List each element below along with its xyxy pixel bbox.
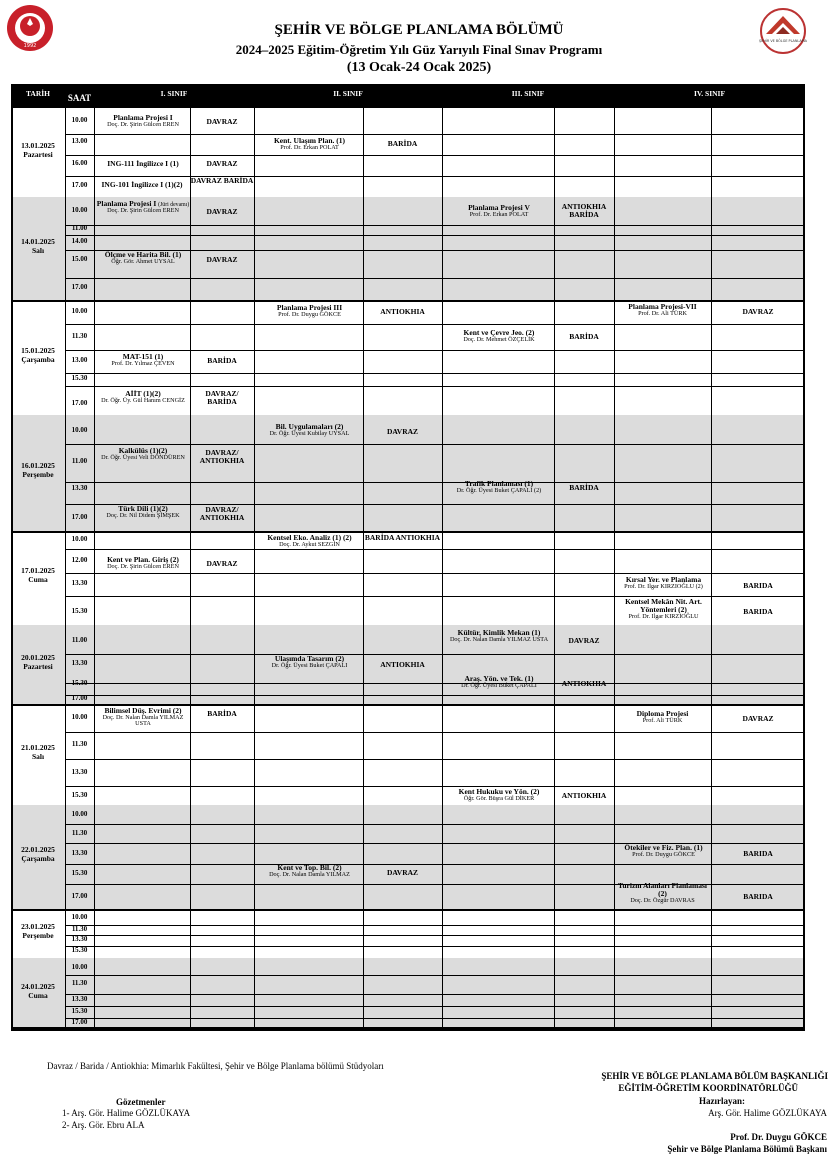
time-slot: 13.30 [71,849,88,857]
instructor: Prof. Dr. Erkan POLAT [469,210,529,218]
course-name: Trafik Planlaması (1) [464,480,534,488]
header-year4: IV. SINIF [693,89,726,98]
time-slot: 15.30 [71,791,88,799]
weekday: Cuma [28,990,48,1000]
header-year3: III. SINIF [511,89,545,98]
exam-room: BARIDA [743,581,773,590]
time-slot: 17.00 [71,892,88,900]
exam-room: DAVRAZ [206,117,238,126]
date-value: 20.01.2025 [21,652,55,662]
course-name: MAT-151 (1) [122,353,164,361]
exam-course [256,137,363,155]
exam-course [616,576,711,596]
instructor: Dr. Öğr. Üyesi Veli DÖNDÜREN [101,453,185,461]
instructor: Prof. Dr. Ilgar KIRZIOĞLU [628,612,699,620]
logo-text: ŞEHİR VE BÖLGE PLANLAMA [759,39,807,43]
instructor: Prof. Dr. Ilgar KIRZIOĞLU (2) [624,582,703,590]
day-date [11,743,65,762]
day-date [11,237,65,256]
exam-room: DAVRAZ [206,559,238,568]
date-value: 22.01.2025 [21,845,55,854]
exam-room: DAVRAZ [386,427,419,436]
exam-course [96,447,190,474]
instructor: Dr. Öğr. Üyesi Kubilay UYSAL [269,429,350,437]
time-slot: 17.00 [71,694,88,702]
exam-room: DAVRAZ [742,714,774,723]
prepared-label: Hazırlayan: [699,1096,745,1106]
header-year1: I. SINIF [160,89,188,98]
time-slot: 17.00 [71,399,88,407]
time-slot: 13.00 [71,137,88,145]
time-slot: 13.30 [71,995,88,1003]
instructor: Doç. Dr. Nalan Damla YILMAZ USTA [449,635,549,643]
exam-course [96,556,190,574]
time-slot: 13.30 [71,659,88,667]
course-name: Planlama Projesi I [113,114,173,122]
exam-course [96,114,190,132]
exam-room: DAVRAZ [386,868,419,877]
weekday: Çarşamba [21,854,55,864]
course-name: Ölçme ve Harita Bil. (1) [104,251,182,259]
instructor: Prof. Dr. Duygu GÖKCE [632,850,695,858]
instructor: Doç. Dr. Mehmet ÖZÇELİK [463,335,535,343]
time-slot: 13.00 [71,356,88,364]
exam-room: BARIDA [743,607,773,616]
time-slot: 13.30 [71,484,88,492]
weekday: Cuma [28,575,48,585]
day-date [11,922,65,941]
course-name: Kent ve Çevre Jeo. (2) [463,329,535,337]
head-title: Şehir ve Bölge Planlama Bölümü Başkanı [667,1144,827,1154]
exam-course [96,390,190,417]
time-slot: 16.00 [71,159,88,167]
time-slot: 10.00 [71,810,88,818]
weekday: Çarşamba [21,354,55,364]
prepared-by: Arş. Gör. Halime GÖZLÜKAYA [708,1108,827,1118]
exam-room: DAVRAZ BARİDA [190,176,254,185]
logo-year: 1992 [23,43,37,49]
course-name: Kent. Ulaşım Plan. (1) [273,137,346,145]
instructor: Doç. Dr. Şirin Gülcen EREN [107,562,179,570]
instructor: Doç. Dr. Aykut SEZGİN [279,540,340,548]
day-date [11,982,65,1001]
exam-room: DAVRAZ [568,636,600,645]
date-value: 21.01.2025 [21,742,55,752]
time-slot: 11.30 [71,925,88,933]
date-value: 17.01.2025 [21,566,55,575]
instructor: Öğr. Gör. Ahmet UYSAL [111,257,175,265]
time-slot: 15.30 [71,679,88,687]
page-subtitle: 2024–2025 Eğitim-Öğretim Yılı Güz Yarıyılı Final Sınav Programı [235,42,603,57]
instructor: Doç. Dr. Nil Didem ŞİMŞEK [106,511,180,519]
head-name: Prof. Dr. Duygu GÖKCE [730,1132,827,1142]
exam-room: BARİDA [387,139,418,148]
weekday: Pazartesi [23,661,53,671]
time-slot: 11.30 [71,740,88,748]
exam-room: ANTIOKHIA BARİDA [561,202,607,219]
time-slot: 13.30 [71,768,88,776]
time-slot: 11.30 [71,332,88,340]
exam-room: ANTIOKHIA [561,791,607,800]
exam-room: ANTIOKHIA [380,307,425,316]
exam-course [96,707,190,734]
date-value: 24.01.2025 [21,981,55,991]
time-slot: 15.30 [71,946,88,954]
header-year2: II. SINIF [333,89,363,98]
exam-room: DAVRAZ [206,207,238,216]
instructor: Doç. Dr. Şirin Gülcen EREN [107,120,179,128]
course-name: Bil. Uygulamaları (2) [275,423,344,431]
coordinator: EĞİTİM-ÖĞRETİM KOORDİNATÖRLÜĞÜ [618,1083,798,1093]
time-slot: 15.00 [71,255,88,263]
time-slot: 17.00 [71,283,88,291]
time-slot: 10.00 [71,713,88,721]
time-slot: 15.30 [71,1007,88,1015]
exam-room: ANTIOKHIA [380,660,425,669]
time-slot: 11.00 [71,224,88,232]
weekday: Perşembe [22,470,54,480]
course-name: Bilimsel Düş. Evrimi (2) [104,707,182,715]
instructor: Dr. Öğr. Üyesi Buket ÇAPALI (2) [456,486,542,494]
weekday: Perşembe [22,930,54,940]
instructor: Prof. Dr. Yılmaz ÇEVEN [111,359,175,367]
exam-course [256,423,363,441]
course-name: Planlama Projesi-VII [628,303,697,311]
time-slot: 13.30 [71,579,88,587]
weekday: Salı [31,245,45,255]
time-slot: 15.30 [71,869,88,877]
exam-room: DAVRAZ/ BARİDA [205,389,239,406]
course-name: AİİT (1)(2) [125,390,161,398]
page-title: ŞEHİR VE BÖLGE PLANLAMA BÖLÜMÜ [274,22,564,38]
date-value: 13.01.2025 [21,140,55,150]
instructor: Doç. Dr. Şirin Gülcen EREN [107,207,179,215]
exam-room: DAVRAZ [742,307,774,316]
time-slot: 13.30 [71,935,88,943]
course-name: Turizm Alanları Planlaması (2) [618,882,707,898]
course-name: Planlama Projesi I [96,200,157,208]
header-date: TARİH [25,89,51,98]
proctor-2: 2- Arş. Gör. Ebru ALA [62,1120,145,1130]
course-name: ING-101 İngilizce I (1)(2) [101,181,183,189]
instructor: Dr. Öğr. Üyesi Buket ÇAPALI [461,681,537,689]
date-range: (13 Ocak-24 Ocak 2025) [346,60,492,75]
exam-schedule-table [11,84,805,1029]
exam-course [96,160,190,170]
rooms-note: Davraz / Barida / Antiokhia: Mimarlık Fakültesi, Şehir ve Bölge Planlama bölümü Stüdyoları [47,1061,384,1071]
exam-course [96,200,190,224]
exam-course [256,655,363,673]
exam-course [256,534,363,552]
course-name: Kentsel Eko. Analiz (1) (2) [267,534,352,542]
course-name: Kalkülüs (1)(2) [118,447,168,455]
course-name: ING-111 İngilizce I (1) [107,160,179,168]
time-slot: 17.00 [71,513,88,521]
exam-course [614,303,711,321]
course-note: (Jüri devamı) [158,202,190,208]
instructor: Doç. Dr. Özgür DAVRAS [630,896,695,904]
time-slot: 12.00 [71,556,88,564]
date-value: 16.01.2025 [21,461,55,470]
day-date [11,845,65,864]
exam-course [614,710,711,728]
exam-room: DAVRAZ [206,159,238,168]
time-slot: 10.00 [71,116,88,124]
date-value: 15.01.2025 [21,345,55,355]
department-logo [756,8,810,54]
exam-course [444,788,554,806]
exam-course [444,480,554,498]
course-name: Kent ve Top. Bil. (2) [277,864,342,872]
instructor: Prof. Ali TÜRK [642,716,683,724]
time-slot: 17.00 [71,1018,88,1026]
university-logo [6,4,54,52]
instructor: Doç. Dr. Nalan Damla YILMAZ [269,870,350,878]
course-name: Kentsel Mekân Nit. Art. Yöntemleri (2) [625,598,702,614]
exam-course [444,675,554,693]
course-name: Diploma Projesi [636,710,689,718]
time-slot: 10.00 [71,307,88,315]
exam-room: BARIDA [743,849,773,858]
proctor-1: 1- Arş. Gör. Halime GÖZLÜKAYA [62,1108,191,1118]
time-slot: 10.00 [71,913,88,921]
exam-room: DAVRAZ [206,255,238,264]
exam-course [256,304,363,322]
weekday: Pazartesi [23,149,53,159]
dept-office: ŞEHİR VE BÖLGE PLANLAMA BÖLÜM BAŞKANLIĞI [601,1071,828,1081]
exam-room: ANTIOKHIA [561,679,607,688]
day-date [11,653,65,672]
time-slot: 10.00 [71,206,88,214]
exam-room: DAVRAZ/ ANTIOKHIA [199,448,245,465]
time-slot: 11.30 [71,829,88,837]
instructor: Prof. Dr. Duygu GÖKCE [278,310,341,318]
exam-room: BARİDA [207,709,237,718]
exam-course [444,629,554,656]
course-name: Ötekiler ve Fiz. Plan. (1) [624,844,703,852]
exam-course [94,181,190,191]
course-name: Ulaşımda Tasarım (2) [274,655,345,663]
instructor: Dr. Öğr. Üy. Gül Hanım CENGİZ [101,396,185,404]
day-date [11,346,65,365]
proctors-title: Gözetmenler [116,1097,166,1107]
exam-course [444,204,554,222]
time-slot: 10.00 [71,426,88,434]
time-slot: 11.30 [71,979,88,987]
weekday: Salı [31,751,45,761]
instructor: Doç. Dr. Nalan Damla YILMAZ USTA [102,713,184,728]
course-name: Araş. Yön. ve Tek. (1) [464,675,534,683]
instructor: Prof. Dr. Ali TÜRK [638,309,687,317]
course-name: Kırsal Yer. ve Planlama [625,576,702,584]
time-slot: 14.00 [71,237,88,245]
course-name: Kent Hukuku ve Yön. (2) [458,788,540,796]
day-date [11,566,65,585]
time-slot: 11.00 [71,636,88,644]
exam-course [616,844,711,862]
exam-room: BARİDA [569,332,599,341]
course-name: Kültür, Kimlik Mekan (1) [457,629,541,637]
exam-room: DAVRAZ/ ANTIOKHIA [199,505,245,522]
time-slot: 10.00 [71,963,88,971]
time-slot: 15.30 [71,374,88,382]
time-slot: 10.00 [71,535,88,543]
course-name: Türk Dili (1)(2) [118,505,168,513]
exam-room: BARİDA [569,483,599,492]
exam-course [96,505,190,532]
instructor: Dr. Öğr. Üyesi Buket ÇAPALI [271,661,348,669]
exam-room: BARİDA ANTIOKHIA [364,533,441,542]
date-value: 23.01.2025 [21,921,55,931]
instructor: Prof. Dr. Erkan POLAT [280,143,339,151]
exam-room: BARIDA [743,892,773,901]
course-name: Kent ve Plan. Giriş (2) [107,556,179,564]
day-date [11,141,65,160]
time-slot: 17.00 [71,181,88,189]
instructor: Öğr. Gör. Büşra Gül DİKER [463,794,535,802]
time-slot: 11.00 [71,457,88,465]
date-value: 14.01.2025 [21,236,55,246]
exam-course [256,864,363,882]
exam-course [616,598,711,627]
header-time: SAAT [67,93,92,103]
exam-course [96,353,190,371]
exam-course [96,251,190,269]
course-name: Planlama Projesi V [468,204,530,212]
day-date [11,461,65,480]
exam-course [444,329,554,347]
time-slot: 15.30 [71,607,88,615]
table-header [11,84,805,108]
exam-course [614,882,711,909]
exam-room: BARİDA [207,356,237,365]
course-name: Planlama Projesi III [276,304,343,312]
